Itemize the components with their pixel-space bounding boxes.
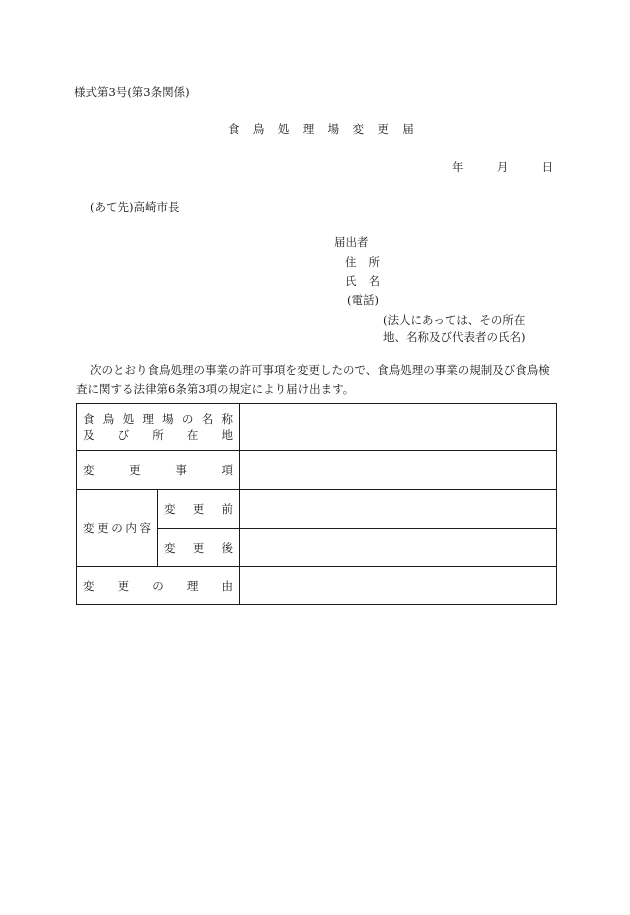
corporate-note (383, 312, 543, 346)
before-label: 変 更 前 (164, 502, 233, 516)
table-row (77, 567, 557, 605)
before-label-cell (158, 490, 240, 529)
after-input-cell[interactable] (240, 529, 557, 567)
change-content-label: 変 更 の 内 容 (83, 521, 151, 535)
name-label: 氏名 (345, 274, 392, 288)
change-item-label-cell (77, 451, 240, 490)
change-form-table (76, 403, 557, 605)
change-item-label: 変 更 事 項 (83, 463, 233, 477)
body-text: 次のとおり食鳥処理の事業の許可事項を変更したので、食鳥処理の事業の規制及び食鳥検査に関する法律第6条第3項の規定により届け出ます。 (76, 363, 550, 396)
table-row (77, 451, 557, 490)
facility-name-label: 食 鳥 処 理 場 の 名 称 (83, 412, 233, 426)
facility-input-cell[interactable] (240, 404, 557, 451)
date-line (452, 162, 553, 174)
page-title: 食鳥処理場変更届 (228, 122, 428, 136)
change-item-input-cell[interactable] (240, 451, 557, 490)
address-label: 住所 (345, 255, 392, 269)
date-month-label: 月 (496, 160, 509, 174)
corporate-note-line2: 地、名称及び代表者の氏名) (383, 330, 526, 344)
facility-label-cell (77, 404, 240, 451)
notifier-label: 届出者 (334, 235, 369, 249)
date-day-label: 日 (541, 160, 554, 174)
reason-input-cell[interactable] (240, 567, 557, 605)
after-label: 変 更 後 (164, 540, 233, 555)
table-row (77, 404, 557, 451)
addressee: (あて先)高崎市長 (90, 200, 180, 214)
change-content-label-cell (77, 490, 158, 567)
after-label-cell (158, 529, 240, 567)
form-number: 様式第3号(第3条関係) (74, 85, 190, 99)
before-input-cell[interactable] (240, 490, 557, 529)
corporate-note-line1: (法人にあっては、その所在 (383, 313, 526, 327)
date-year-label: 年 (452, 160, 464, 174)
table-row (77, 490, 557, 529)
reason-label-cell (77, 567, 240, 605)
phone-label: (電話) (347, 293, 379, 307)
facility-location-label: 及 び 所 在 地 (83, 428, 233, 442)
reason-label: 変 更 の 理 由 (83, 578, 233, 593)
